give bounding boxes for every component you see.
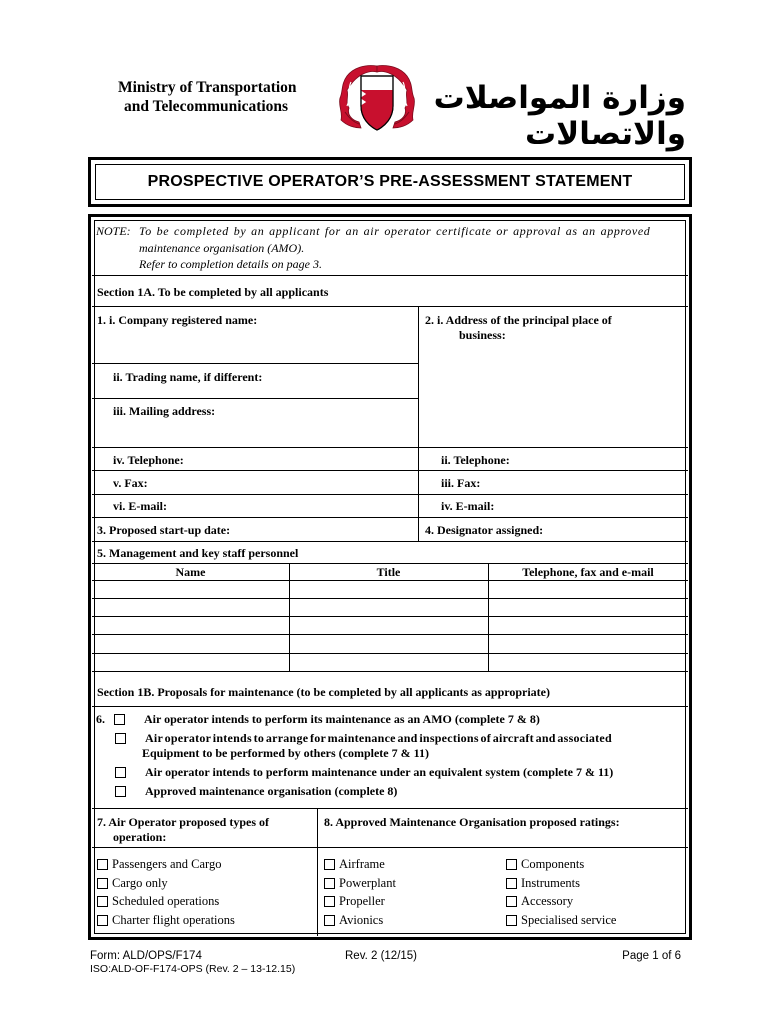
ministry-name-arabic: وزارة المواصلات والاتصالات bbox=[433, 80, 686, 152]
section-1b-heading: Section 1B. Proposals for maintenance (to be completed by all applicants as appropriate) bbox=[97, 685, 550, 699]
fax-label: v. Fax: bbox=[113, 476, 148, 490]
rating-accessory bbox=[506, 894, 573, 909]
divider bbox=[92, 671, 688, 672]
divider bbox=[92, 470, 688, 471]
amo-ratings-label: 8. Approved Maintenance Organisation proposed ratings: bbox=[324, 815, 620, 829]
rating-avionics bbox=[324, 913, 383, 928]
checkbox-instruments[interactable] bbox=[506, 878, 517, 889]
divider bbox=[92, 306, 688, 307]
rating-instruments bbox=[506, 876, 580, 891]
section-1a-heading: Section 1A. To be completed by all applicants bbox=[97, 285, 329, 299]
checkbox-propeller[interactable] bbox=[324, 896, 335, 907]
operation-types-label: 7. Air Operator proposed types of bbox=[97, 815, 270, 829]
checkbox-powerplant[interactable] bbox=[324, 878, 335, 889]
option-arrange-label: Air operator intends to arrange for maintenance and inspections of aircraft and associated bbox=[145, 731, 612, 745]
option-approved-label: Approved maintenance organisation (complete 8) bbox=[145, 784, 398, 798]
checkbox-approved-org[interactable] bbox=[115, 786, 126, 797]
rating-powerplant bbox=[324, 876, 396, 891]
iso-reference: ISO:ALD-OF-F174-OPS (Rev. 2 – 13-12.15) bbox=[90, 963, 296, 975]
op-label: Charter flight operations bbox=[112, 913, 235, 927]
ministry-name-line2: and Telecommunications bbox=[124, 98, 289, 115]
column-divider bbox=[418, 306, 419, 541]
divider bbox=[92, 447, 688, 448]
rating-label: Accessory bbox=[521, 894, 574, 908]
checkbox-components[interactable] bbox=[506, 859, 517, 870]
checkbox-scheduled[interactable] bbox=[97, 896, 108, 907]
rating-label: Propeller bbox=[339, 894, 385, 908]
note-line3: Refer to completion details on page 3. bbox=[139, 257, 322, 271]
option-equivalent-label: Air operator intends to perform maintenance under an equivalent system (complete 7 & 11) bbox=[145, 765, 614, 779]
divider bbox=[92, 563, 688, 564]
op-cargo-only bbox=[97, 876, 168, 891]
principal-email-label: iv. E-mail: bbox=[441, 499, 495, 513]
divider bbox=[92, 363, 418, 364]
op-scheduled bbox=[97, 894, 219, 909]
op-charter bbox=[97, 913, 235, 928]
operation-types-label-cont: operation: bbox=[113, 830, 167, 844]
rating-label: Avionics bbox=[339, 913, 384, 927]
divider bbox=[92, 847, 688, 848]
divider bbox=[92, 580, 688, 581]
checkbox-charter[interactable] bbox=[97, 915, 108, 926]
checkbox-passengers-cargo[interactable] bbox=[97, 859, 108, 870]
staff-header-name: Name bbox=[175, 565, 206, 579]
note-line1: To be completed by an applicant for an air operator certificate or approval as an approved bbox=[139, 224, 651, 238]
company-name-label: 1. i. Company registered name: bbox=[97, 313, 258, 327]
rating-components bbox=[506, 857, 584, 872]
checkbox-avionics[interactable] bbox=[324, 915, 335, 926]
op-label: Passengers and Cargo bbox=[112, 857, 222, 871]
rating-propeller bbox=[324, 894, 385, 909]
rating-label: Components bbox=[521, 857, 585, 871]
note-line2: maintenance organisation (AMO). bbox=[139, 240, 305, 255]
principal-address-label-cont: business: bbox=[459, 328, 506, 342]
divider bbox=[92, 808, 688, 809]
management-staff-label: 5. Management and key staff personnel bbox=[97, 546, 299, 560]
divider bbox=[92, 616, 688, 617]
start-date-label: 3. Proposed start-up date: bbox=[97, 523, 231, 537]
principal-fax-label: iii. Fax: bbox=[441, 476, 481, 490]
rating-label: Specialised service bbox=[521, 913, 617, 927]
op-label: Cargo only bbox=[112, 876, 168, 890]
mailing-address-label: iii. Mailing address: bbox=[113, 404, 216, 418]
rating-label: Powerplant bbox=[339, 876, 396, 890]
option-arrange-label-cont: Equipment to be performed by others (complete 7 & 11) bbox=[142, 746, 429, 760]
divider bbox=[92, 494, 688, 495]
item-number: 6. bbox=[96, 712, 105, 726]
staff-header-title: Title bbox=[376, 565, 401, 579]
maintenance-option-4 bbox=[115, 783, 686, 800]
checkbox-equivalent-system[interactable] bbox=[115, 767, 126, 778]
rating-airframe bbox=[324, 857, 385, 872]
divider bbox=[92, 706, 688, 707]
email-label: vi. E-mail: bbox=[113, 499, 167, 513]
principal-telephone-label: ii. Telephone: bbox=[441, 453, 510, 467]
page-number: Page 1 of 6 bbox=[622, 950, 681, 962]
page-title: PROSPECTIVE OPERATOR’S PRE-ASSESSMENT STATEMENT bbox=[147, 173, 633, 190]
ministry-name-line1: Ministry of Transportation bbox=[118, 79, 297, 96]
checkbox-airframe[interactable] bbox=[324, 859, 335, 870]
divider bbox=[92, 598, 688, 599]
telephone-label: iv. Telephone: bbox=[113, 453, 184, 467]
rating-specialised bbox=[506, 913, 616, 928]
column-divider bbox=[317, 808, 318, 936]
divider bbox=[92, 634, 688, 635]
rating-label: Instruments bbox=[521, 876, 581, 890]
designator-label: 4. Designator assigned: bbox=[425, 523, 544, 537]
maintenance-option-1 bbox=[96, 711, 686, 728]
divider bbox=[92, 275, 688, 276]
note-block bbox=[96, 223, 684, 273]
principal-address-label: 2. i. Address of the principal place of bbox=[425, 313, 612, 327]
form-number: Form: ALD/OPS/F174 bbox=[90, 950, 202, 962]
divider bbox=[92, 653, 688, 654]
staff-header-contact: Telephone, fax and e-mail bbox=[522, 565, 654, 579]
note-lead: NOTE: bbox=[96, 224, 131, 238]
checkbox-specialised[interactable] bbox=[506, 915, 517, 926]
divider bbox=[92, 541, 688, 542]
op-label: Scheduled operations bbox=[112, 894, 220, 908]
checkbox-arrange-maintenance[interactable] bbox=[115, 733, 126, 744]
op-passengers-cargo bbox=[97, 857, 221, 872]
option-amo-label: Air operator intends to perform its maintenance as an AMO (complete 7 & 8) bbox=[144, 712, 540, 726]
title-box bbox=[88, 157, 692, 207]
checkbox-accessory[interactable] bbox=[506, 896, 517, 907]
checkbox-cargo-only[interactable] bbox=[97, 878, 108, 889]
maintenance-option-3 bbox=[115, 764, 686, 781]
ministry-name-english bbox=[118, 78, 326, 116]
divider bbox=[92, 517, 688, 518]
revision: Rev. 2 (12/15) bbox=[345, 950, 418, 962]
rating-label: Airframe bbox=[339, 857, 385, 871]
bahrain-coat-of-arms-icon bbox=[337, 62, 417, 134]
trading-name-label: ii. Trading name, if different: bbox=[113, 370, 263, 384]
checkbox-amo[interactable] bbox=[114, 714, 125, 725]
divider bbox=[92, 398, 418, 399]
